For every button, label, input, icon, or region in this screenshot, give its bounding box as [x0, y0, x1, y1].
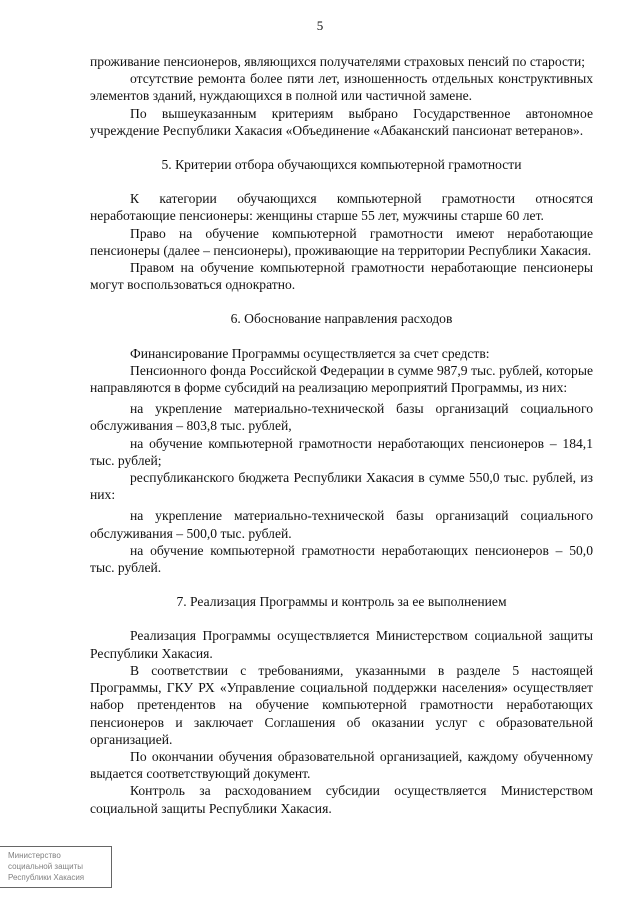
paragraph: К категории обучающихся компьютерной грамотности относятся неработающие пенсионеры: женщины старше 55 лет, мужчины старше 60 лет.	[90, 191, 593, 224]
paragraph: республиканского бюджета Республики Хакасия в сумме 550,0 тыс. рублей, из них:	[90, 470, 593, 503]
paragraph: на обучение компьютерной грамотности неработающих пенсионеров – 184,1 тыс. рублей;	[90, 435, 593, 468]
paragraph: на обучение компьютерной грамотности неработающих пенсионеров – 50,0 тыс. рублей.	[90, 542, 593, 576]
stamp-line: социальной защиты	[8, 862, 84, 871]
paragraph: Правом на обучение компьютерной грамотности неработающие пенсионеры могут воспользоваться однократно.	[90, 260, 593, 293]
paragraph: Право на обучение компьютерной грамотности имеют неработающие пенсионеры (далее – пенсионеры), проживающие на территории Республики Хакасия.	[90, 225, 593, 258]
paragraph: проживание пенсионеров, являющихся получателями страховых пенсий по старости;	[90, 54, 586, 69]
paragraph: По вышеуказанным критериям выбрано Государственное автономное учреждение Республики Хакасия «Объединение «Абаканский пансионат ветеранов».	[90, 105, 593, 138]
registration-stamp	[0, 846, 112, 888]
paragraph: В соответствии с требованиями, указанными в разделе 5 настоящей Программы, ГКУ РХ «Управление социальной поддержки населения» осуществляет набор претендентов на обучение компьютерной грамотности неработающих пенсионеров и заключает Соглашения об оказании услуг с образовательной организацией.	[90, 662, 593, 747]
section-heading-5: 5. Критерии отбора обучающихся компьютерной грамотности	[161, 157, 522, 173]
paragraph: Финансирование Программы осуществляется за счет средств:	[130, 345, 490, 361]
section-heading-6: 6. Обоснование направления расходов	[230, 311, 453, 327]
page-number: 5	[316, 18, 324, 33]
paragraph: на укрепление материально-технической базы организаций социального обслуживания – 803,8 тыс. рублей,	[90, 401, 593, 434]
section-heading-7: 7. Реализация Программы и контроль за ее выполнением	[176, 594, 507, 610]
paragraph: Реализация Программы осуществляется Министерством социальной защиты Республики Хакасия.	[90, 628, 593, 661]
paragraph: на укрепление материально-технической базы организаций социального обслуживания – 500,0 тыс. рублей.	[90, 508, 593, 541]
stamp-line: Министерство	[8, 851, 61, 860]
stamp-line: Республики Хакасия	[8, 873, 85, 882]
document-body	[90, 53, 593, 817]
paragraph: По окончании обучения образовательной организацией, каждому обученному выдается соответствующий документ.	[90, 748, 593, 782]
paragraph: Контроль за расходованием субсидии осуществляется Министерством социальной защиты Республики Хакасия.	[90, 783, 593, 816]
paragraph: отсутствие ремонта более пяти лет, изношенность отдельных конструктивных элементов зданий, нуждающихся в полной или частичной замене.	[90, 71, 593, 104]
paragraph: Пенсионного фонда Российской Федерации в сумме 987,9 тыс. рублей, которые направляются в форме субсидий на реализацию мероприятий Программы, из них:	[90, 362, 593, 396]
